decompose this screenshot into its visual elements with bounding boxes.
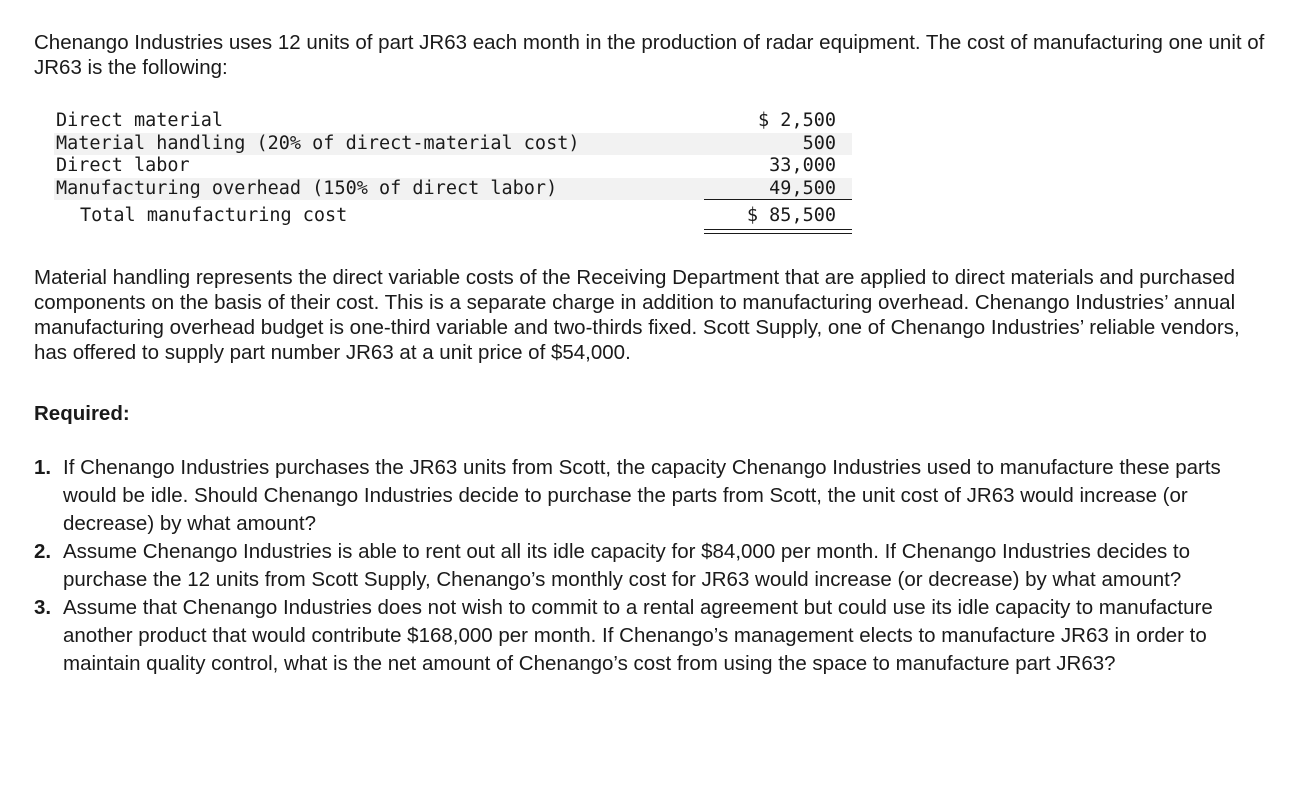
required-heading: Required: [34, 402, 130, 425]
question-item [34, 454, 1274, 538]
question-text: Assume that Chenango Industries does not wish to commit to a rental agreement but could use its idle capacity to manufacture another product that would contribute $168,000 per month. If Chenango’s management elects to manufacture JR63 in order to maintain quality control, what is the net amount of Chenango’s cost from using the space to manufacture part JR63? [63, 596, 1213, 675]
cost-label: Direct material [56, 110, 224, 131]
question-list [34, 454, 1274, 678]
cost-label: Manufacturing overhead (150% of direct labor) [56, 177, 558, 199]
total-amount: $ 85,500 [702, 204, 852, 230]
cost-row-material-handling [54, 133, 852, 156]
intro-paragraph: Chenango Industries uses 12 units of part JR63 each month in the production of radar equipment. The cost of manufacturing one unit of JR63 is the following: [34, 31, 1265, 79]
cost-row-direct-material [54, 110, 852, 133]
total-label: Total manufacturing cost [80, 205, 348, 226]
cost-label: Material handling (20% of direct-material cost) [56, 132, 580, 154]
cost-amount: 49,500 [702, 178, 852, 201]
question-number: 1. [34, 456, 52, 479]
question-text: If Chenango Industries purchases the JR63 units from Scott, the capacity Chenango Industries used to manufacture these parts would be idle. Should Chenango Industries decide to purchase the parts from Scott, the unit cost of JR63 would increase (or decrease) by what amount? [63, 456, 1221, 535]
cost-amount: $ 2,500 [758, 110, 836, 131]
cost-amount: 33,000 [769, 155, 836, 176]
cost-row-direct-labor [54, 155, 852, 178]
question-item [34, 594, 1274, 678]
cost-label: Direct labor [56, 155, 190, 176]
unit-cost-table [54, 110, 852, 230]
question-number: 3. [34, 596, 52, 619]
cost-row-total [54, 204, 852, 230]
cost-row-manufacturing-overhead [54, 178, 852, 201]
question-text: Assume Chenango Industries is able to rent out all its idle capacity for $84,000 per month. If Chenango Industries decides to purchase the 12 units from Scott Supply, Chenango’s monthly cost for JR63 would increase (or decrease) by what amount? [63, 540, 1191, 591]
body-paragraph: Material handling represents the direct variable costs of the Receiving Department that are applied to direct materials and purchased components on the basis of their cost. This is a separate charge in addition to manufacturing overhead. Chenango Industries’ annual manufacturing overhead budget is one-third variable and two-thirds fixed. Scott Supply, one of Chenango Industries’ reliable vendors, has offered to supply part number JR63 at a unit price of $54,000. [34, 266, 1240, 364]
problem-document [34, 30, 1274, 678]
cost-amount: 500 [802, 132, 836, 154]
question-item [34, 538, 1274, 594]
question-number: 2. [34, 540, 52, 563]
